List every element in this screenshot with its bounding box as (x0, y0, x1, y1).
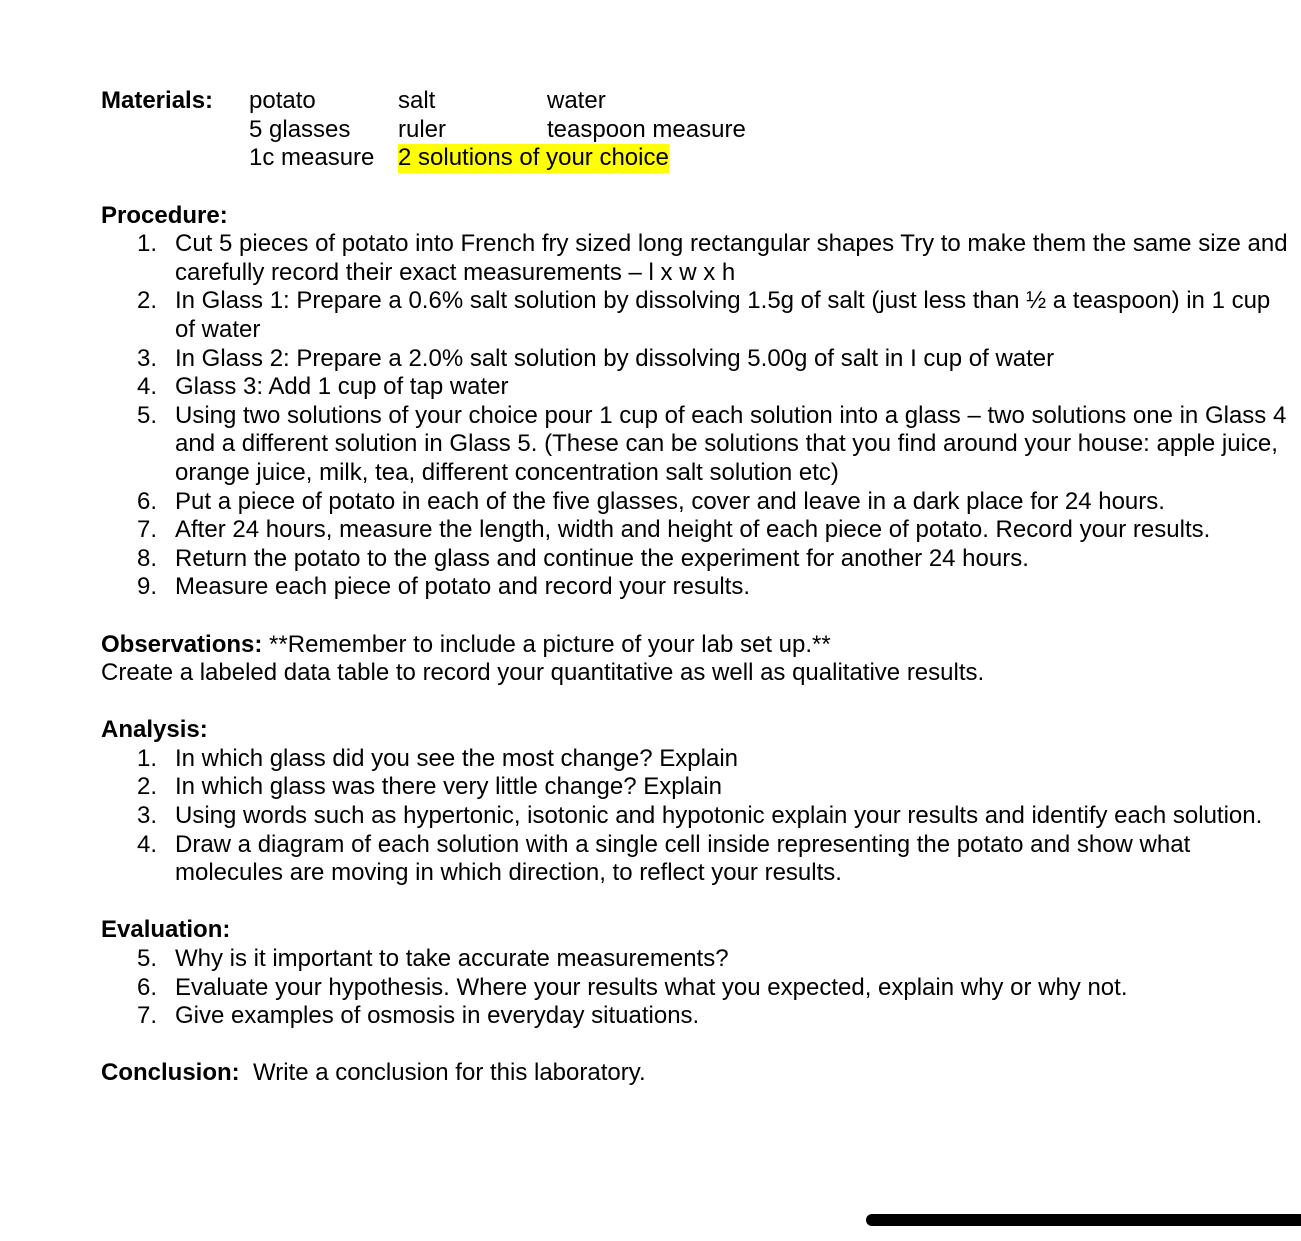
procedure-section (101, 202, 1291, 602)
list-number: 6. (137, 973, 158, 1001)
list-text: In which glass did you see the most change? Explain (175, 744, 739, 772)
observations-section (101, 631, 1291, 688)
list-text: Why is it important to take accurate measurements? (175, 945, 729, 973)
list-text: Cut 5 pieces of potato into French fry sized long rectangular shapes Try to make them the same size and carefully record their exact measurements – l x w x h (175, 230, 1288, 286)
material-item: 5 glasses (249, 115, 351, 143)
list-item (101, 945, 1291, 974)
analysis-list (101, 745, 1291, 888)
list-text: Using two solutions of your choice pour 1 cup of each solution into a glass – two solutions one in Glass 4 and a different solution in Glass 5. (These can be solutions that you find around your house: apple juice, orange juice, milk, tea, different concentration salt solution etc) (175, 401, 1287, 486)
list-number: 4. (137, 373, 158, 401)
materials-section (101, 87, 1291, 173)
list-item (101, 402, 1291, 488)
list-text: Put a piece of potato in each of the five glasses, cover and leave in a dark place for 24 hours. (175, 487, 1165, 515)
material-item: water (547, 87, 606, 114)
list-number: 1. (137, 744, 158, 772)
home-indicator-bar[interactable] (866, 1214, 1301, 1226)
list-item (101, 373, 1291, 402)
observations-line (101, 631, 1291, 660)
material-item: ruler (398, 115, 447, 143)
material-item: 1c measure (249, 144, 375, 172)
list-text: After 24 hours, measure the length, width and height of each piece of potato. Record your results. (175, 516, 1211, 544)
material-item: teaspoon measure (547, 115, 746, 143)
list-text: Give examples of osmosis in everyday situations. (175, 1002, 700, 1030)
list-item (101, 1002, 1291, 1031)
procedure-list (101, 230, 1291, 602)
list-number: 3. (137, 802, 158, 830)
list-number: 9. (137, 573, 158, 601)
evaluation-list (101, 945, 1291, 1031)
evaluation-title: Evaluation: (101, 916, 231, 944)
list-number: 5. (137, 401, 158, 429)
list-item (101, 974, 1291, 1003)
material-item-highlighted: 2 solutions of your choice (398, 144, 669, 172)
list-text: Return the potato to the glass and continue the experiment for another 24 hours. (175, 544, 1029, 572)
list-item (101, 516, 1291, 545)
list-text: Glass 3: Add 1 cup of tap water (175, 373, 509, 401)
list-text: Draw a diagram of each solution with a single cell inside representing the potato and show what molecules are moving in which direction, to reflect your results. (175, 830, 1191, 887)
material-item: salt (398, 87, 436, 114)
list-item (101, 831, 1291, 888)
list-text: Using words such as hypertonic, isotonic and hypotonic explain your results and identify each solution. (175, 802, 1263, 830)
list-text: Evaluate your hypothesis. Where your results what you expected, explain why or why not. (175, 973, 1128, 1001)
list-number: 8. (137, 544, 158, 572)
list-text: In Glass 2: Prepare a 2.0% salt solution by dissolving 5.00g of salt in I cup of water (175, 344, 1055, 372)
procedure-title: Procedure: (101, 201, 228, 229)
list-number: 7. (137, 1002, 158, 1030)
list-item (101, 802, 1291, 831)
list-item (101, 488, 1291, 517)
list-number: 2. (137, 773, 158, 801)
list-number: 6. (137, 487, 158, 515)
list-number: 7. (137, 516, 158, 544)
evaluation-section (101, 916, 1291, 1030)
list-item (101, 230, 1291, 287)
analysis-section (101, 716, 1291, 888)
list-item (101, 573, 1291, 602)
list-number: 1. (137, 230, 158, 258)
analysis-title: Analysis: (101, 716, 208, 744)
list-number: 4. (137, 830, 158, 858)
observations-note: **Remember to include a picture of your lab set up.** (262, 630, 831, 658)
conclusion-title: Conclusion: (101, 1059, 240, 1087)
material-item: potato (249, 87, 316, 114)
list-item (101, 287, 1291, 344)
observations-instructions: Create a labeled data table to record your quantitative as well as qualitative results. (101, 659, 985, 687)
list-item (101, 545, 1291, 574)
list-item (101, 773, 1291, 802)
list-number: 2. (137, 287, 158, 315)
materials-title: Materials: (101, 87, 214, 114)
list-item (101, 345, 1291, 374)
document-page (101, 87, 1291, 1088)
list-number: 5. (137, 945, 158, 973)
list-text: In Glass 1: Prepare a 0.6% salt solution by dissolving 1.5g of salt (just less than ½ a teaspoon) in 1 cup of water (175, 287, 1271, 343)
conclusion-text: Write a conclusion for this laboratory. (239, 1059, 646, 1087)
conclusion-section (101, 1059, 1291, 1088)
list-text: Measure each piece of potato and record your results. (175, 573, 750, 601)
list-item (101, 745, 1291, 774)
observations-title: Observations: (101, 630, 263, 658)
list-text: In which glass was there very little change? Explain (175, 773, 722, 801)
list-number: 3. (137, 344, 158, 372)
